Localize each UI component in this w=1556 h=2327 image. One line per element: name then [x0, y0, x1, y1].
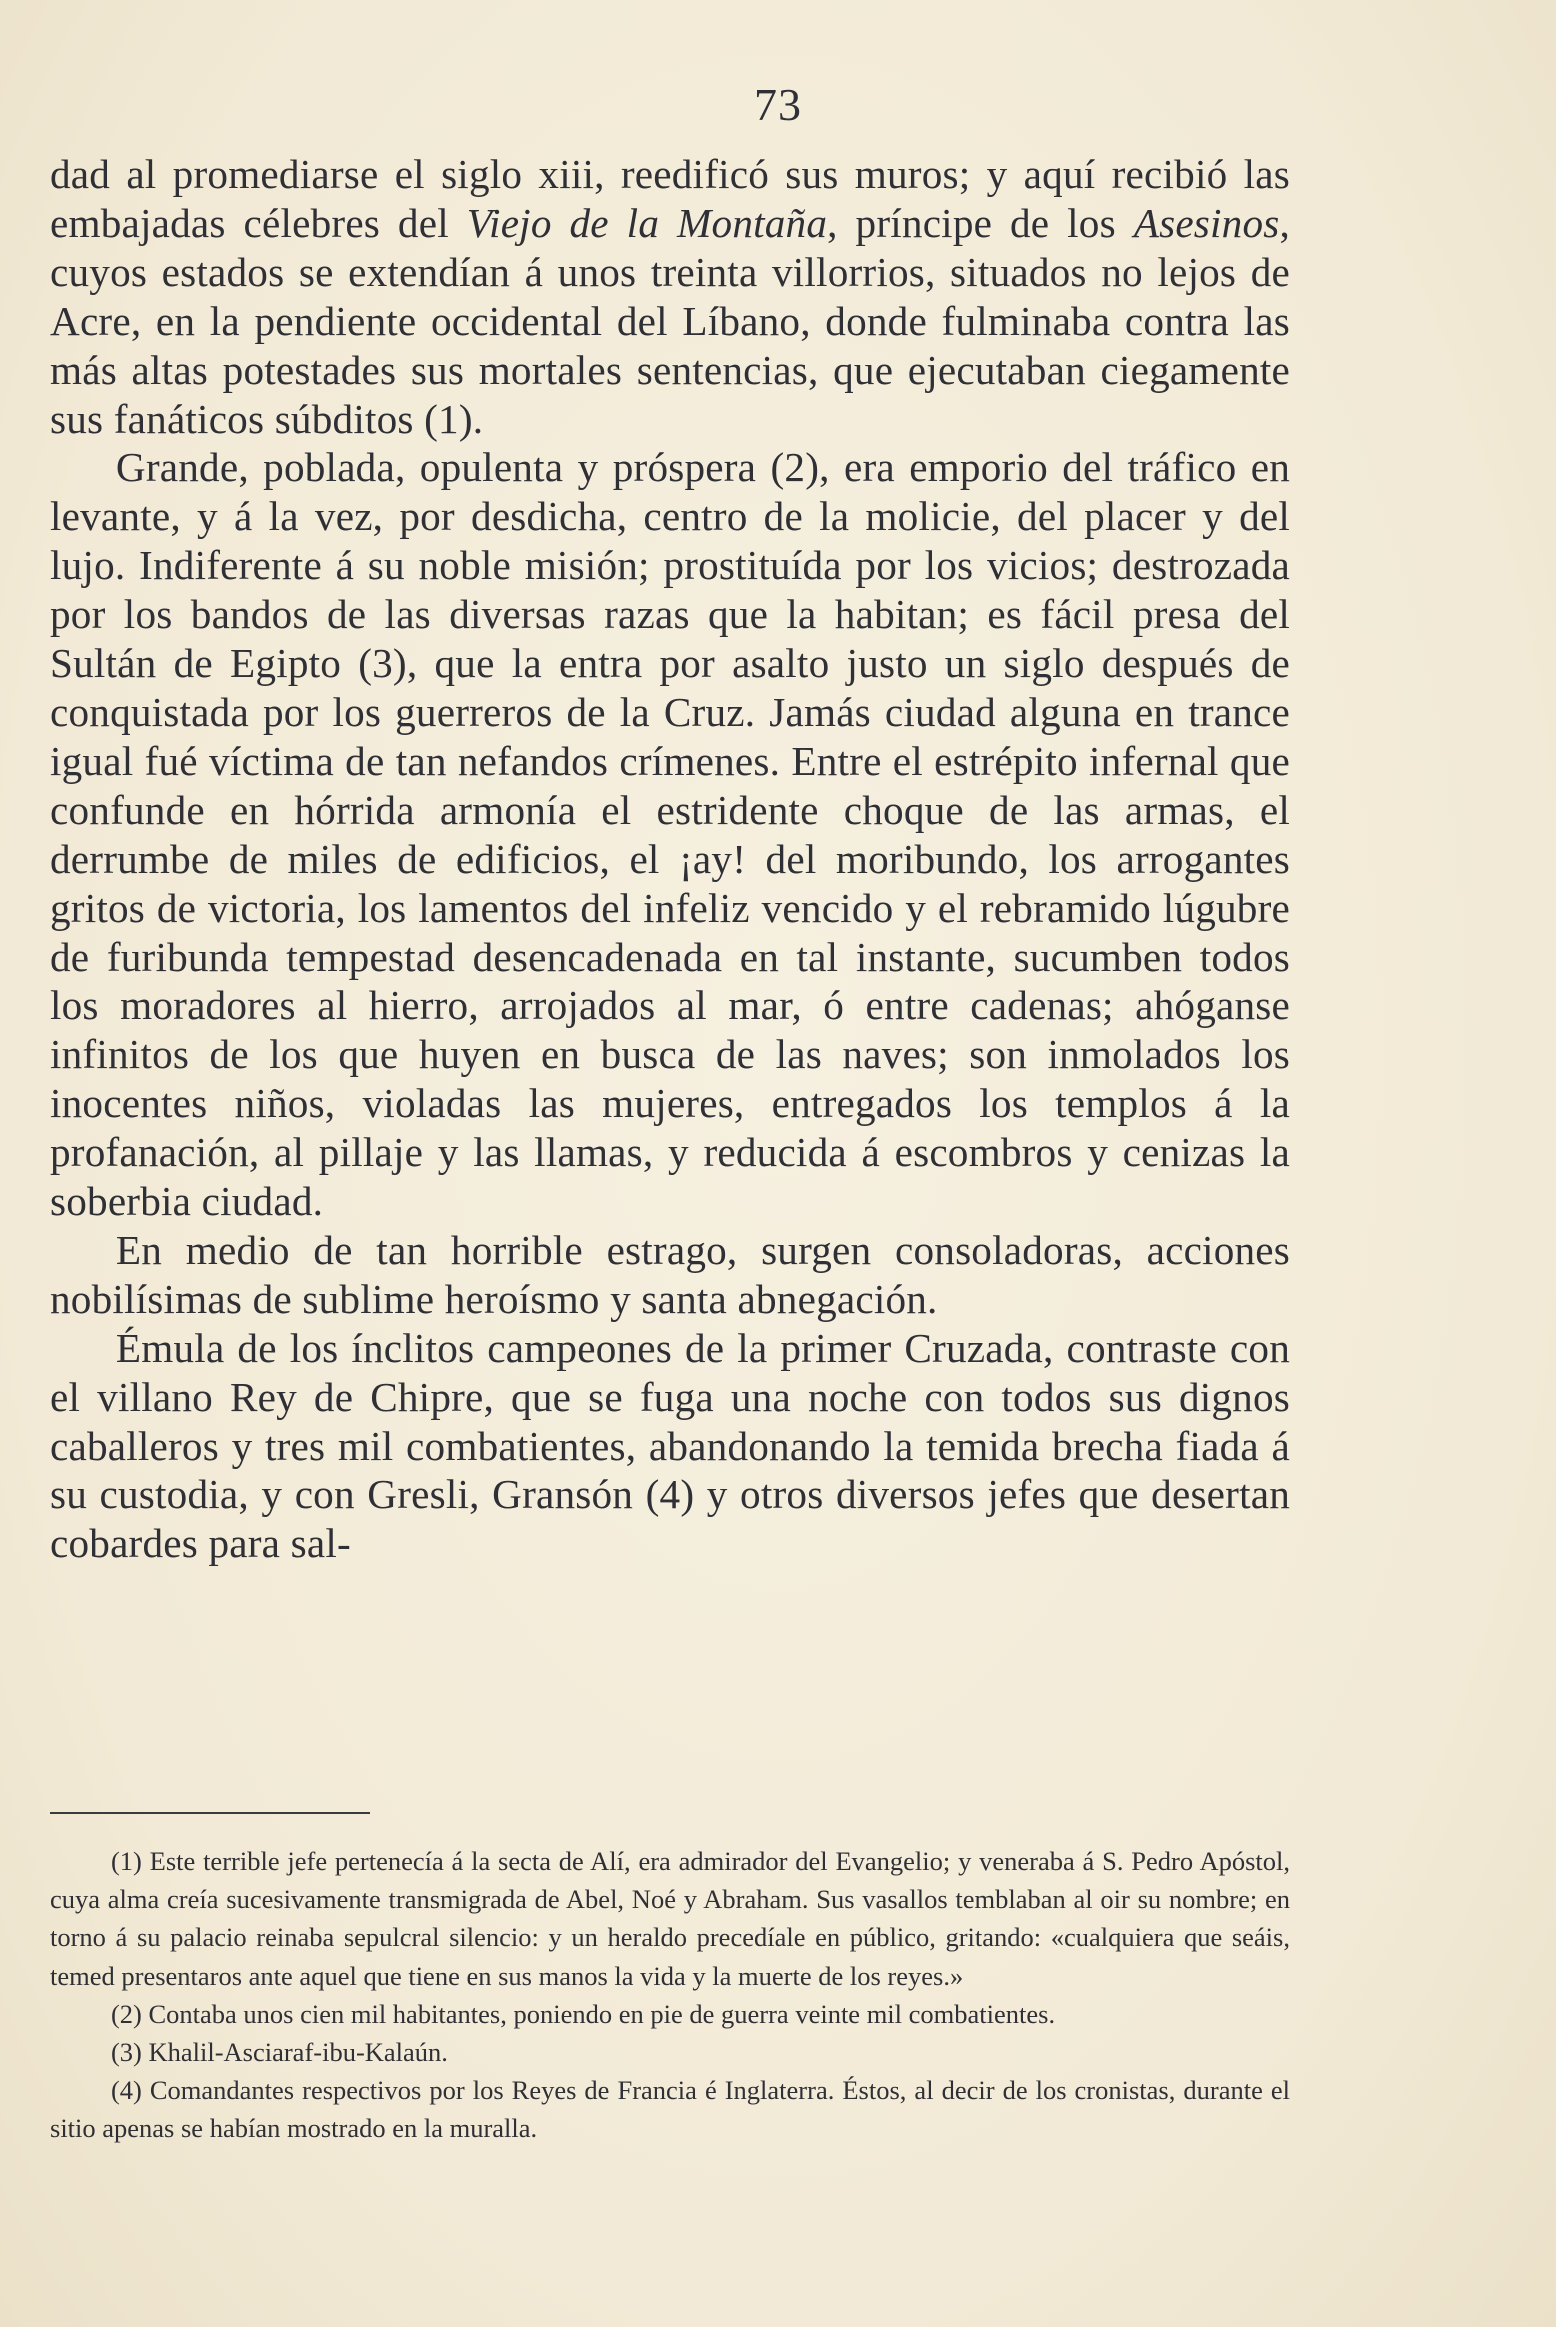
paragraph-4: Émula de los ínclitos campeones de la primer Cruzada, contraste con el villano Rey de Chipre, que se fuga una noche con todos sus dignos caballeros y tres mil combatientes, abandonando la temida brecha fiada á su custodia, y con Gresli, Gransón (4) y otros diversos jefes que desertan cobardes para sal- [50, 1324, 1290, 1567]
footnote-divider [50, 1812, 370, 1814]
paragraph-1 [50, 150, 1290, 443]
paragraph-1-part-a: dad al promediarse el siglo xiii, reedificó sus muros; y aquí recibió las embajadas célebres del [50, 151, 1290, 246]
italic-asesinos: Asesinos [1133, 199, 1280, 246]
paragraph-2: Grande, poblada, opulenta y próspera (2), era emporio del tráfico en levante, y á la vez, por desdicha, centro de la molicie, del placer y del lujo. Indiferente á su noble misión; prostituída por los vicios; destrozada por los bandos de las diversas razas que la habitan; es fácil presa del Sultán de Egipto (3), que la entra por asalto justo un siglo después de conquistada por los guerreros de la Cruz. Jamás ciudad alguna en trance igual fué víctima de tan nefandos crímenes. Entre el estrépito infernal que confunde en hórrida armonía el estridente choque de las armas, el derrumbe de miles de edificios, el ¡ay! del moribundo, los arrogantes gritos de victoria, los lamentos del infeliz vencido y el rebramido lúgubre de furibunda tempestad desencadenada en tal instante, sucumben todos los moradores al hierro, arrojados al mar, ó entre cadenas; ahóganse infinitos de los que huyen en busca de las naves; son inmolados los inocentes niños, violadas las mujeres, entregados los templos á la profanación, al pillaje y las llamas, y reducida á escombros y cenizas la soberbia ciudad. [50, 444, 1290, 1225]
footnote-2: (2) Contaba unos cien mil habitantes, poniendo en pie de guerra veinte mil combatientes. [110, 1998, 1056, 2029]
paragraph-1-part-b: , príncipe de los [827, 199, 1134, 246]
main-text [50, 150, 1290, 1568]
italic-viejo-de-la-montana: Viejo de la Montaña [466, 199, 828, 246]
footnote-1: (1) Este terrible jefe pertenecía á la secta de Alí, era admirador del Evangelio; y veneraba á S. Pedro Apóstol, cuya alma creía sucesivamente transmigrada de Abel, Noé y Abraham. Sus vasallos temblaban al oir su nombre; en torno á su palacio reinaba sepulcral silencio: y un heraldo precedíale en público, gritando: «cualquiera que seáis, temed presentaros ante aquel que tiene en sus manos la vida y la muerte de los reyes.» [50, 1846, 1290, 1991]
footnote-3: (3) Khalil-Asciaraf-ibu-Kalaún. [110, 2037, 448, 2068]
footnotes [50, 1842, 1290, 2148]
paragraph-1-part-c: , cuyos estados se extendían á unos treinta villorrios, situados no lejos de Acre, en la pendiente occidental del Líbano, donde fulminaba contra las más altas potestades sus mortales sentencias, que ejecutaban ciegamente sus fanáticos súbditos (1). [50, 199, 1290, 442]
footnote-4: (4) Comandantes respectivos por los Reyes de Francia é Inglaterra. Éstos, al decir de los cronistas, durante el sitio apenas se habían mostrado en la muralla. [50, 2075, 1290, 2144]
paragraph-3: En medio de tan horrible estrago, surgen consoladoras, acciones nobilísimas de sublime heroísmo y santa abnegación. [50, 1226, 1290, 1322]
page-number: 73 [754, 79, 802, 130]
